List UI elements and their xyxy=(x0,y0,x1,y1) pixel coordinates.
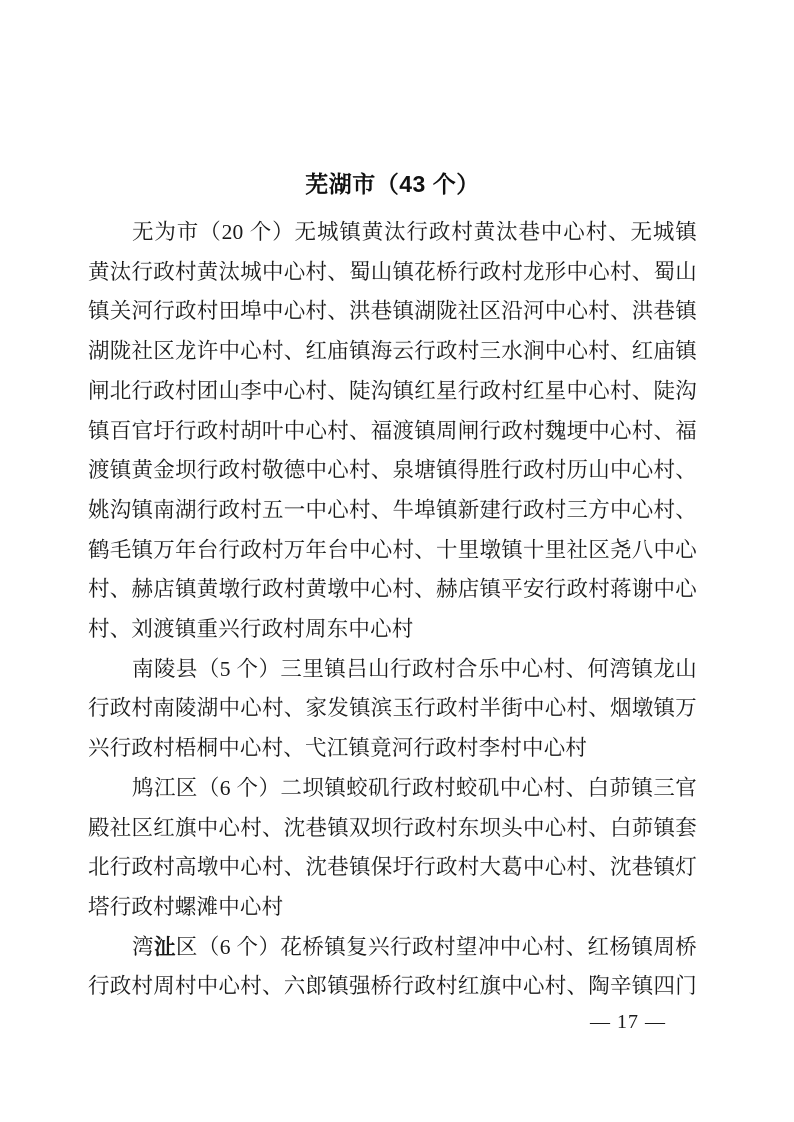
paragraph-wanzhi-district xyxy=(88,928,697,1007)
body-line: 镇百官圩行政村胡叶中心村、福渡镇周闸行政村魏埂中心村、福 xyxy=(88,418,697,443)
page-number: — 17 — xyxy=(590,1011,666,1033)
body-line: 镇关河行政村田埠中心村、洪巷镇湖陇社区沿河中心村、洪巷镇 xyxy=(88,299,697,324)
body-line: 渡镇黄金坝行政村敬德中心村、泉塘镇得胜行政村历山中心村、 xyxy=(88,458,697,483)
body-line xyxy=(88,928,697,968)
body-line: 湖陇社区龙许中心村、红庙镇海云行政村三水涧中心村、红庙镇 xyxy=(88,339,697,364)
body-line: 行政村南陵湖中心村、家发镇滨玉行政村半街中心村、烟墩镇万 xyxy=(88,696,697,721)
line-segment: 湾 xyxy=(132,934,154,959)
page-title: 芜湖市（43 个） xyxy=(305,171,480,197)
document-content xyxy=(88,168,697,1007)
body-line: 闸北行政村团山李中心村、陡沟镇红星行政村红星中心村、陡沟 xyxy=(88,378,697,403)
body-line: 鸠江区（6 个）二坝镇蛟矶行政村蛟矶中心村、白茆镇三官 xyxy=(132,775,697,800)
body-line: 村、刘渡镇重兴行政村周东中心村 xyxy=(88,617,414,642)
fallback-bold-char: 沚 xyxy=(153,934,176,959)
paragraph-jiujiang-district xyxy=(88,769,697,928)
line-segment: 区（6 个）花桥镇复兴行政村望冲中心村、红杨镇周桥 xyxy=(175,934,698,959)
body-line: 鹤毛镇万年台行政村万年台中心村、十里墩镇十里社区尧八中心 xyxy=(88,537,697,562)
paragraph-wuwei-city xyxy=(88,213,697,650)
body-line: 殿社区红旗中心村、沈巷镇双坝行政村东坝头中心村、白茆镇套 xyxy=(88,815,697,840)
paragraph-nanling-county xyxy=(88,650,697,769)
body-line: 南陵县（5 个）三里镇吕山行政村合乐中心村、何湾镇龙山 xyxy=(132,656,697,681)
body-line: 村、赫店镇黄墩行政村黄墩中心村、赫店镇平安行政村蒋谢中心 xyxy=(88,577,697,602)
body-line: 行政村周村中心村、六郎镇强桥行政村红旗中心村、陶辛镇四门 xyxy=(88,974,697,999)
body-line: 无为市（20 个）无城镇黄汰行政村黄汰巷中心村、无城镇 xyxy=(132,220,697,244)
body-line: 黄汰行政村黄汰城中心村、蜀山镇花桥行政村龙形中心村、蜀山 xyxy=(88,259,697,284)
body-line: 北行政村高墩中心村、沈巷镇保圩行政村大葛中心村、沈巷镇灯 xyxy=(88,855,697,880)
body-line: 姚沟镇南湖行政村五一中心村、牛埠镇新建行政村三方中心村、 xyxy=(88,497,697,522)
body-line: 兴行政村梧桐中心村、弋江镇竟河行政村李村中心村 xyxy=(88,736,588,761)
body-line: 塔行政村螺滩中心村 xyxy=(88,894,284,919)
